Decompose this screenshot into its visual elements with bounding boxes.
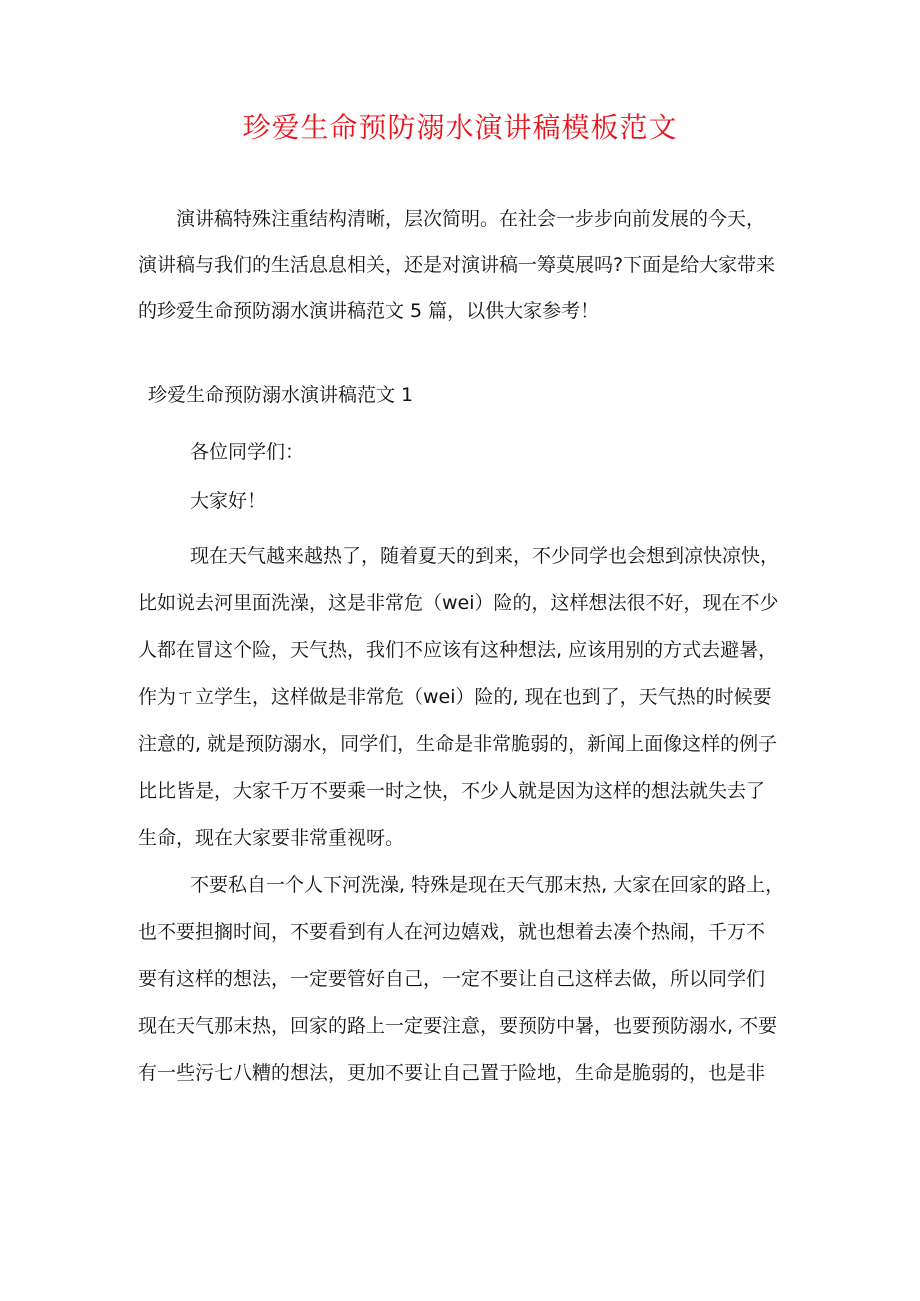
body-paragraph-2 <box>138 862 818 1097</box>
section-heading: 珍爱生命预防溺水演讲稿范文 1 <box>148 384 414 406</box>
paragraph-line: 要有这样的想法，一定要管好自己，一定不要让自己这样去做，所以同学们 <box>138 968 766 990</box>
greeting: 大家好！ <box>190 490 267 512</box>
paragraph-line: 作为ㄒ立学生，这样做是非常危（wei）险的, 现在也到了，天气热的时候要 <box>138 686 772 708</box>
paragraph-line: 注意的, 就是预防溺水，同学们，生命是非常脆弱的，新闻上面像这样的例子 <box>138 733 778 755</box>
intro-line: 演讲稿特殊注重结构清晰，层次简明。在社会一步步向前发展的今天， <box>176 208 766 230</box>
intro-paragraph <box>138 196 788 334</box>
body-paragraph-1 <box>138 533 818 862</box>
salutation-classmates: 各位同学们： <box>190 441 305 463</box>
paragraph-line: 人都在冒这个险，天气热，我们不应该有这种想法, 应该用别的方式去避暑， <box>138 639 778 661</box>
intro-line: 演讲稿与我们的生活息息相关，还是对演讲稿一筹莫展吗?下面是给大家带来 <box>138 254 776 276</box>
paragraph-line: 有一些污七八糟的想法，更加不要让自己置于险地，生命是脆弱的，也是非 <box>138 1062 766 1084</box>
intro-line: 的珍爱生命预防溺水演讲稿范文 5 篇，以供大家参考！ <box>138 300 600 322</box>
paragraph-line: 生命，现在大家要非常重视呀。 <box>138 827 405 849</box>
paragraph-line: 比比皆是，大家千万不要乘一时之快，不少人就是因为这样的想法就失去了 <box>138 780 766 802</box>
paragraph-line: 现在天气越来越热了，随着夏天的到来，不少同学也会想到凉快凉快， <box>190 545 780 567</box>
paragraph-line: 也不要担搁时间，不要看到有人在河边嬉戏，就也想着去凑个热闹，千万不 <box>138 921 766 943</box>
paragraph-line: 比如说去河里面洗澡，这是非常危（wei）险的，这样想法很不好，现在不少 <box>138 592 779 614</box>
paragraph-line: 不要私自一个人下河洗澡, 特殊是现在天气那末热, 大家在回家的路上， <box>190 874 785 896</box>
document-title: 珍爱生命预防溺水演讲稿模板范文 <box>242 111 678 144</box>
paragraph-line: 现在天气那末热，回家的路上一定要注意，要预防中暑，也要预防溺水, 不要 <box>138 1015 778 1037</box>
